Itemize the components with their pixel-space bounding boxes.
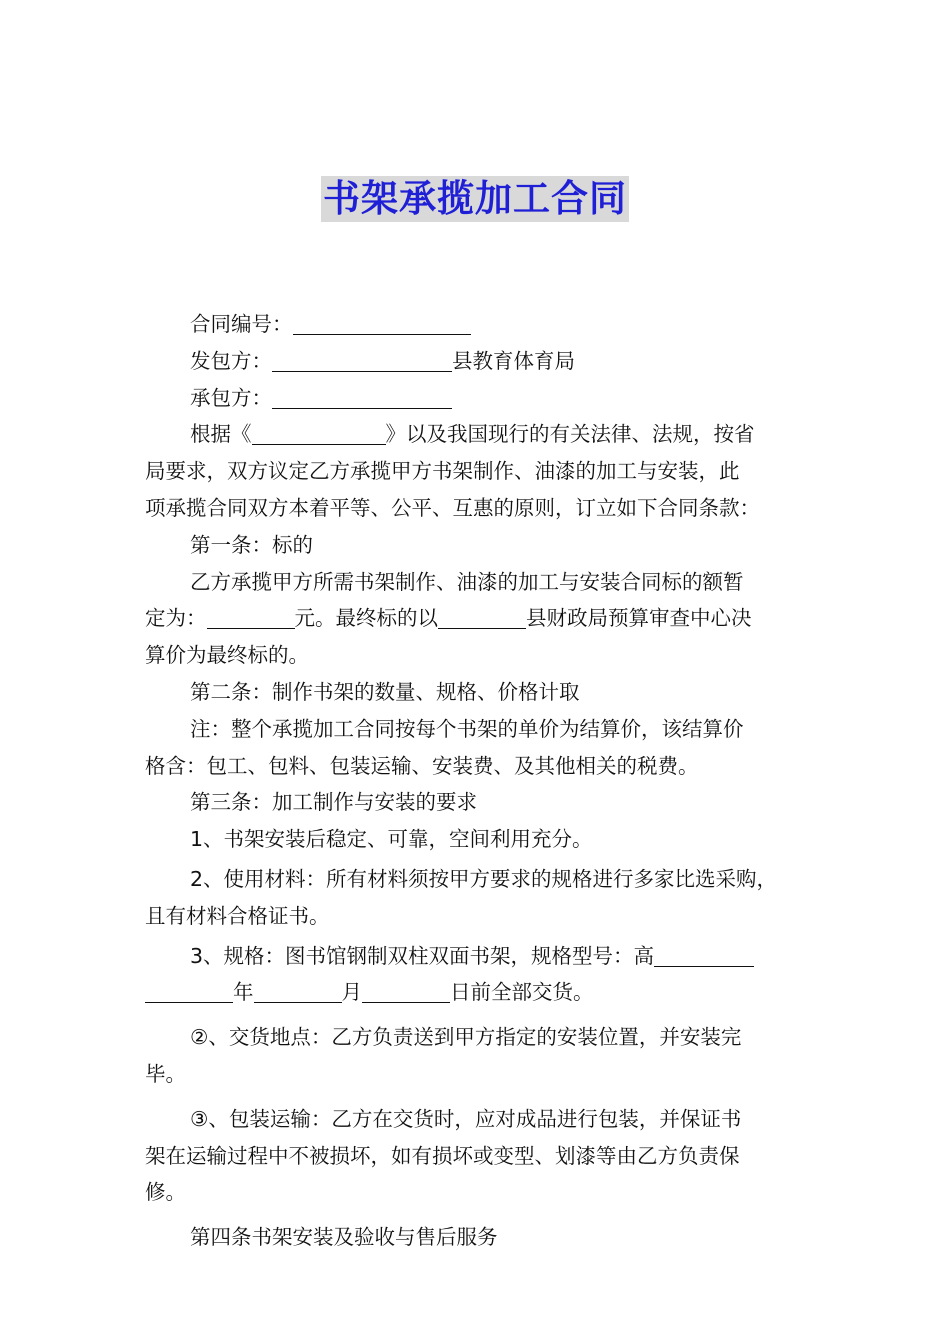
article-3-text: 3、规格：图书馆钢制双柱双面书架，规格型号：高 bbox=[190, 943, 655, 968]
preamble-line-2: 局要求，双方议定乙方承揽甲方书架制作、油漆的加工与安装，此 bbox=[145, 459, 740, 484]
final-basis-blank bbox=[438, 606, 526, 629]
article-1-text: 元。最终标的以 bbox=[294, 606, 438, 631]
article-2-line-2: 格含：包工、包料、包装运输、安装费、及其他相关的税费。 bbox=[145, 753, 699, 778]
delivery-location-line-1: ②、交货地点：乙方负责送到甲方指定的安装位置，并安装完 bbox=[190, 1025, 742, 1050]
article-2-title: 第二条：制作书架的数量、规格、价格计取 bbox=[190, 679, 580, 704]
month-label: 月 bbox=[341, 980, 362, 1005]
article-2-line-1: 注：整个承揽加工合同按每个书架的单价为结算价，该结算价 bbox=[190, 716, 744, 741]
year-label: 年 bbox=[233, 980, 254, 1005]
employer-blank bbox=[272, 349, 452, 372]
law-name-blank bbox=[252, 422, 386, 445]
article-3-title: 第三条：加工制作与安装的要求 bbox=[190, 790, 477, 815]
delivery-location-line-2: 毕。 bbox=[145, 1061, 186, 1086]
day-blank bbox=[362, 980, 450, 1003]
employer-label: 发包方： bbox=[190, 348, 272, 373]
contract-number-line bbox=[145, 306, 813, 343]
month-blank bbox=[254, 980, 342, 1003]
contract-body bbox=[145, 306, 813, 1256]
contract-number-label: 合同编号： bbox=[190, 312, 293, 336]
year-blank bbox=[145, 980, 233, 1003]
packaging-line-3: 修。 bbox=[145, 1180, 186, 1205]
contractor-blank bbox=[272, 386, 452, 409]
article-3-item-1: 1、书架安装后稳定、可靠，空间利用充分。 bbox=[190, 827, 593, 852]
delivery-text: 日前全部交货。 bbox=[450, 980, 594, 1005]
title-block bbox=[0, 176, 950, 222]
preamble-text: 》以及我国现行的有关法律、法规，按省 bbox=[385, 422, 755, 447]
preamble-line-1 bbox=[145, 416, 813, 453]
article-1-title: 第一条：标的 bbox=[190, 532, 313, 557]
preamble-text: 根据《 bbox=[190, 422, 252, 447]
article-1-text: 县财政局预算审查中心决 bbox=[526, 606, 752, 631]
amount-blank bbox=[207, 606, 295, 629]
contractor-line bbox=[145, 380, 813, 417]
packaging-line-2: 架在运输过程中不被损坏，如有损坏或变型、划漆等由乙方负责保 bbox=[145, 1143, 740, 1168]
height-blank bbox=[654, 944, 754, 967]
contract-number-blank bbox=[293, 312, 471, 335]
article-1-line-2 bbox=[145, 600, 813, 637]
article-1-line-3: 算价为最终标的。 bbox=[145, 643, 309, 668]
article-3-item-2-line-2: 且有材料合格证书。 bbox=[145, 903, 330, 928]
article-3-item-3-line-2 bbox=[145, 974, 813, 1011]
contractor-label: 承包方： bbox=[190, 385, 272, 410]
document-title: 书架承揽加工合同 bbox=[323, 177, 627, 220]
article-1-text: 定为： bbox=[145, 606, 207, 631]
packaging-line-1: ③、包装运输：乙方在交货时，应对成品进行包装，并保证书 bbox=[190, 1106, 742, 1131]
employer-line bbox=[145, 343, 813, 380]
preamble-line-3: 项承揽合同双方本着平等、公平、互惠的原则，订立如下合同条款： bbox=[145, 495, 760, 520]
article-3-item-3-line-1 bbox=[145, 938, 813, 975]
article-4-title: 第四条书架安装及验收与售后服务 bbox=[190, 1225, 498, 1250]
employer-name: 县教育体育局 bbox=[452, 348, 575, 373]
article-1-line-1: 乙方承揽甲方所需书架制作、油漆的加工与安装合同标的额暂 bbox=[190, 569, 744, 594]
article-3-item-2-line-1: 2、使用材料：所有材料须按甲方要求的规格进行多家比选采购， bbox=[190, 866, 778, 891]
